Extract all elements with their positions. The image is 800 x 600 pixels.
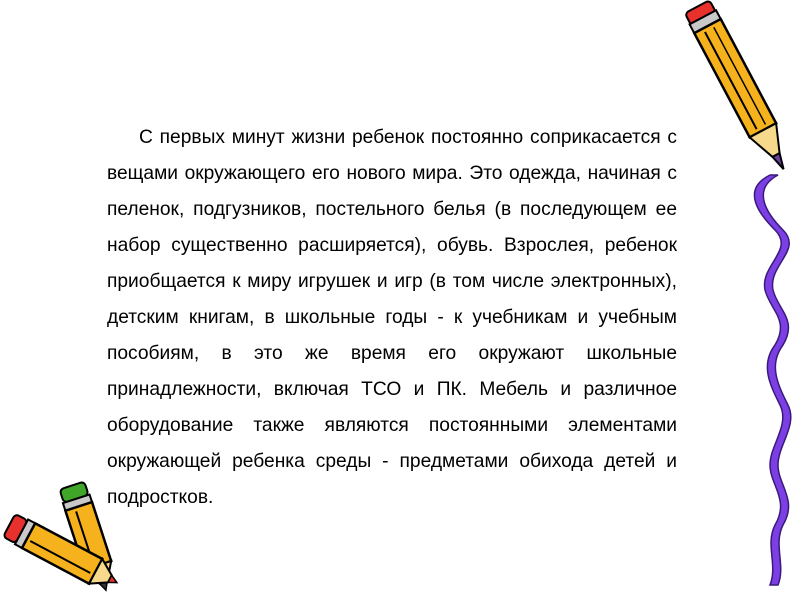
body-paragraph: С первых минут жизни ребенок постоянно соприкасается с вещами окружающего его нового мира. Это одежда, начиная с пеленок, подгузников, постельного белья (в последующем ее набор существенно расширяется), обувь. Взрослея, ребенок приобщается к миру игрушек и игр (в том числе электронных), детским книгам, в школьные годы - к учебникам и учебным пособиям, в это же время его окружают школьные принадлежности, включая ТСО и ПК. Мебель и различное оборудование также являются постоянными элементами окружающей ребенка среды - предметами обихода детей и подростков. <box>107 127 677 508</box>
